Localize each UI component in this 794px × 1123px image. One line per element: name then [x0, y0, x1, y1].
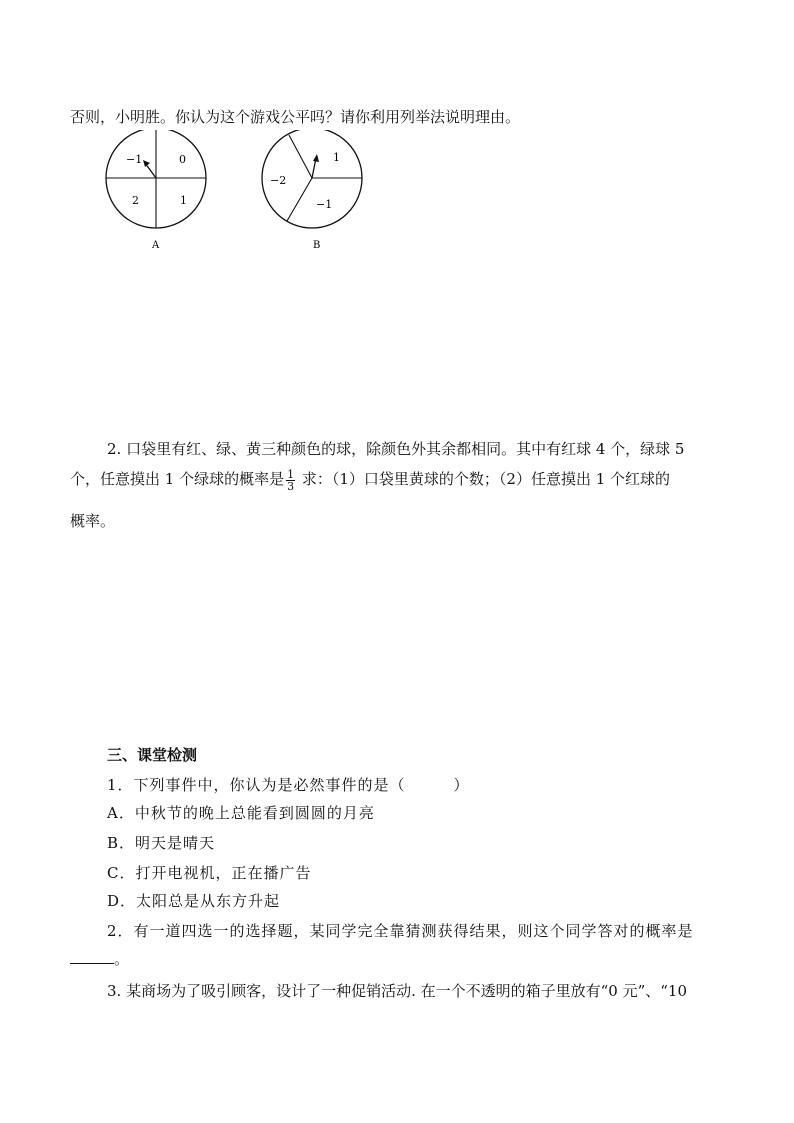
check-question-2: 2．有一道四选一的选择题，某同学完全靠猜测获得结果，则这个同学答对的概率是	[107, 922, 694, 940]
spinner-figures	[100, 130, 390, 260]
spinner-a-label: 2	[132, 194, 139, 207]
fraction	[286, 469, 295, 492]
option-b: B．明天是晴天	[107, 834, 216, 852]
q2-line1: 2. 口袋里有红、绿、黄三种颜色的球，除颜色外其余都相同。其中有红球 4 个，绿球 5	[107, 440, 685, 458]
answer-line-end: 。	[114, 950, 130, 968]
option-d: D．太阳总是从东方升起	[107, 892, 281, 910]
q2-line2	[70, 468, 670, 492]
arrow-icon	[313, 154, 319, 162]
spinner-a-caption: A	[152, 240, 160, 251]
intro-line: 否则，小明胜。你认为这个游戏公平吗？请你利用列举法说明理由。	[70, 108, 521, 126]
option-a: A．中秋节的晚上总能看到圆圆的月亮	[107, 804, 375, 822]
spinner-a-label: −1	[126, 153, 143, 166]
fraction-numerator: 1	[287, 467, 295, 481]
spinner-a-label: 0	[179, 153, 186, 166]
answer-line	[70, 948, 129, 969]
section-heading: 三、课堂检测	[107, 746, 198, 764]
check-question-1: 1．下列事件中，你认为是必然事件的是（ ）	[107, 776, 470, 794]
spinner-b	[262, 130, 362, 251]
answer-blank[interactable]	[70, 949, 114, 964]
spinner-b-label: −2	[270, 174, 287, 187]
spinner-a	[106, 130, 206, 251]
q2-line2-after: 求：（1）口袋里黄球的个数；（2）任意摸出 1 个红球的	[297, 470, 671, 488]
option-c: C．打开电视机，正在播广告	[107, 864, 312, 882]
spinner-a-label: 1	[180, 194, 187, 207]
q2-line3: 概率。	[70, 512, 116, 530]
spinner-b-caption: B	[313, 240, 321, 251]
spinner-b-label: −1	[316, 198, 333, 211]
check-question-3: 3. 某商场为了吸引顾客，设计了一种促销活动. 在一个不透明的箱子里放有“0 元”、“10	[107, 982, 688, 1000]
q2-line2-before: 个，任意摸出 1 个绿球的概率是	[70, 470, 285, 488]
fraction-denominator: 3	[287, 479, 295, 493]
spinner-b-label: 1	[333, 151, 340, 164]
